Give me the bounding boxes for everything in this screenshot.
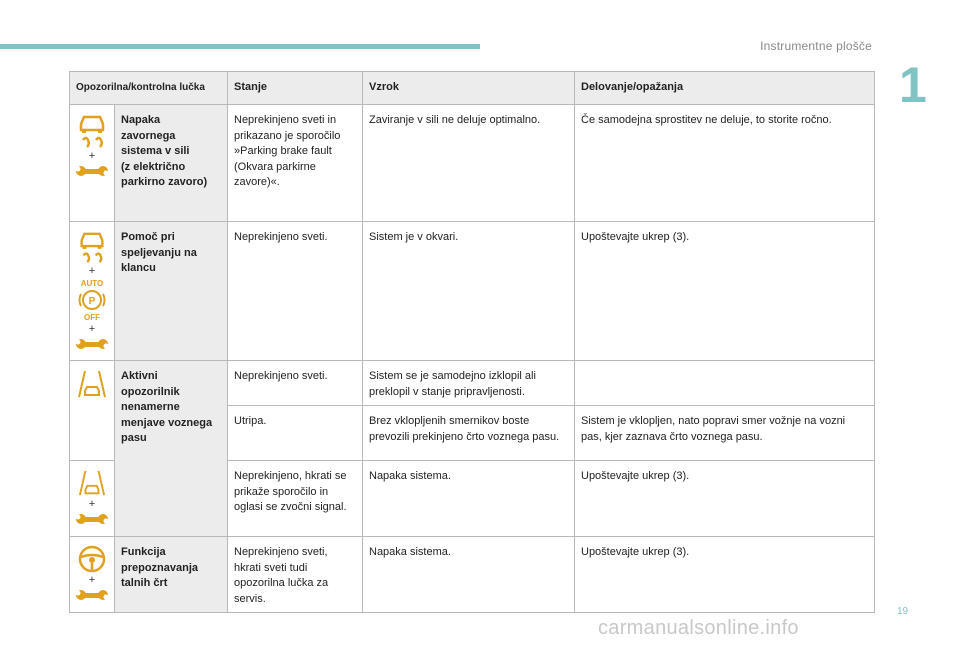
row-action: Če samodejna sprostitev ne deluje, to storite ročno. [575, 105, 875, 222]
row-name: Napaka zavornega sistema v sili (z električno parkirno zavoro) [115, 105, 228, 222]
row-cause: Zaviranje v sili ne deluje optimalno. [363, 105, 575, 222]
row-name: Aktivni opozorilnik nenamerne menjave voznega pasu [115, 361, 228, 537]
row-icons [70, 361, 115, 461]
column-header-light: Opozorilna/kontrolna lučka [70, 72, 228, 105]
row-state: Neprekinjeno sveti, hkrati sveti tudi opozorilna lučka za servis. [228, 537, 363, 613]
row-state: Neprekinjeno, hkrati se prikaže sporočilo in oglasi se zvočni signal. [228, 461, 363, 537]
plus-sign: + [88, 150, 96, 162]
row-action: Upoštevajte ukrep (3). [575, 222, 875, 361]
row-state: Neprekinjeno sveti. [228, 222, 363, 361]
table-header-row [70, 72, 875, 105]
column-header-action: Delovanje/opažanja [575, 72, 875, 105]
lane-departure-icon [77, 469, 107, 497]
off-label: OFF [84, 313, 100, 322]
table-row [70, 537, 875, 613]
wrench-icon [75, 587, 109, 603]
row-state: Neprekinjeno sveti. [228, 361, 363, 406]
p-label: P [88, 296, 96, 307]
plus-sign: + [88, 323, 96, 335]
page-number: 19 [897, 606, 909, 617]
table-row [70, 361, 875, 406]
header-accent-bar [0, 44, 480, 49]
steering-wheel-icon [78, 545, 106, 573]
row-icons [70, 105, 115, 222]
row-cause: Sistem se je samodejno izklopil ali preklopil v stanje pripravljenosti. [363, 361, 575, 406]
row-action [575, 361, 875, 406]
watermark: carmanualsonline.info [598, 617, 799, 639]
wrench-icon [75, 511, 109, 527]
lane-departure-icon [77, 369, 107, 399]
wrench-icon [75, 336, 109, 352]
row-action: Upoštevajte ukrep (3). [575, 461, 875, 537]
row-icons [70, 461, 115, 537]
plus-sign: + [88, 574, 96, 586]
table-row [70, 105, 875, 222]
row-icons [70, 537, 115, 613]
row-cause: Brez vklopljenih smernikov boste prevozili prekinjeno črto voznega pasu. [363, 406, 575, 461]
row-action: Sistem je vklopljen, nato popravi smer vožnje na vozni pas, kjer zaznava črto voznega pasu. [575, 406, 875, 461]
plus-sign: + [88, 498, 96, 510]
row-action: Upoštevajte ukrep (3). [575, 537, 875, 613]
plus-sign: + [88, 265, 96, 277]
row-name: Funkcija prepoznavanja talnih črt [115, 537, 228, 613]
wrench-icon [75, 163, 109, 179]
auto-p-off-icon [77, 278, 107, 322]
row-state: Utripa. [228, 406, 363, 461]
auto-label: AUTO [80, 279, 104, 288]
row-cause: Napaka sistema. [363, 537, 575, 613]
row-icons [70, 222, 115, 361]
column-header-state: Stanje [228, 72, 363, 105]
column-header-cause: Vzrok [363, 72, 575, 105]
row-cause: Napaka sistema. [363, 461, 575, 537]
car-slip-icon [78, 113, 106, 149]
section-title: Instrumentne plošče [760, 39, 872, 53]
row-cause: Sistem je v okvari. [363, 222, 575, 361]
chapter-number: 1 [899, 57, 927, 113]
car-slip-icon [78, 230, 106, 264]
warning-lights-table [69, 71, 875, 613]
row-state: Neprekinjeno sveti in prikazano je sporočilo »Parking brake fault (Okvara parkirne zavore)«. [228, 105, 363, 222]
row-name: Pomoč pri speljevanju na klancu [115, 222, 228, 361]
table-row [70, 222, 875, 361]
